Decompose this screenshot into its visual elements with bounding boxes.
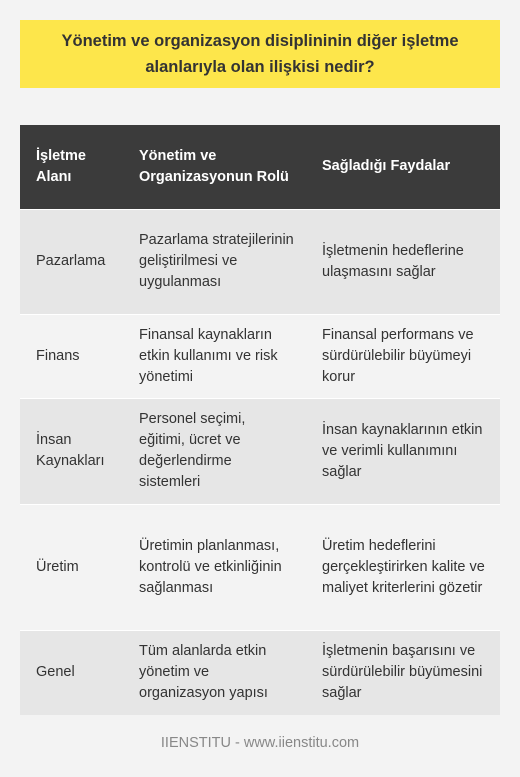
- table-row: [20, 209, 500, 314]
- table-row: [20, 630, 500, 715]
- table-header-row: [20, 125, 500, 209]
- cell-area: Finans: [20, 314, 123, 398]
- cell-role: Personel seçimi, eğitimi, ücret ve değerlendirme sistemleri: [123, 398, 306, 504]
- table-row: [20, 504, 500, 630]
- table-row: [20, 398, 500, 504]
- title-banner: [20, 20, 500, 88]
- table-row: [20, 314, 500, 398]
- cell-benefit: İnsan kaynaklarının etkin ve verimli kullanımını sağlar: [306, 398, 500, 504]
- relationship-table: [20, 125, 500, 715]
- cell-benefit: Üretim hedeflerini gerçekleştirirken kalite ve maliyet kriterlerini gözetir: [306, 504, 500, 630]
- cell-area: İnsan Kaynakları: [20, 398, 123, 504]
- cell-role: Üretimin planlanması, kontrolü ve etkinliğinin sağlanması: [123, 504, 306, 630]
- cell-area: Genel: [20, 630, 123, 715]
- page-title: Yönetim ve organizasyon disiplininin diğer işletme alanlarıyla olan ilişkisi nedir?: [61, 32, 459, 76]
- cell-role: Finansal kaynakların etkin kullanımı ve risk yönetimi: [123, 314, 306, 398]
- cell-benefit: Finansal performans ve sürdürülebilir büyümeyi korur: [306, 314, 500, 398]
- column-header-benefit: Sağladığı Faydalar: [306, 125, 500, 209]
- cell-benefit: İşletmenin başarısını ve sürdürülebilir büyümesini sağlar: [306, 630, 500, 715]
- footer-credit: IIENSTITU - www.iienstitu.com: [160, 735, 360, 751]
- cell-area: Pazarlama: [20, 209, 123, 314]
- cell-role: Pazarlama stratejilerinin geliştirilmesi ve uygulanması: [123, 209, 306, 314]
- cell-area: Üretim: [20, 504, 123, 630]
- cell-role: Tüm alanlarda etkin yönetim ve organizasyon yapısı: [123, 630, 306, 715]
- cell-benefit: İşletmenin hedeflerine ulaşmasını sağlar: [306, 209, 500, 314]
- column-header-role: Yönetim ve Organizasyonun Rolü: [123, 125, 306, 209]
- column-header-area: İşletme Alanı: [20, 125, 123, 209]
